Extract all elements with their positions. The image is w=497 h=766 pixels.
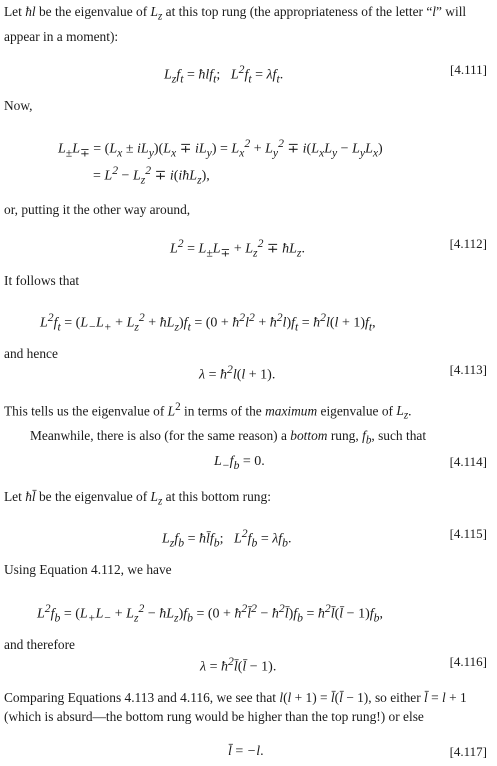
equation-number: [4.111] xyxy=(450,62,487,77)
equation-expression: $\lambda = ħ^2l(l + 1)$. xyxy=(199,363,276,383)
equation-number: [4.112] xyxy=(449,236,487,251)
paragraph: Let ħl be the eigenvalue of $L_z$ at this top rung (the appropriateness of the letter “l” will appear in a moment): xyxy=(4,4,467,44)
equation-4-112 xyxy=(0,233,497,260)
equation-expression: $L_\pm L_\mp = (L_x \pm iL_y)(L_x \mp iL_y) = L_x^2 + L_y^2 \mp i(L_xL_y - L_yL_x)$ xyxy=(58,137,383,160)
equation-expression: $L^2f_b = (L_+L_- + L_z^2$ − $ħL_z)f_b = (0$ + $ħ^2l̄^2$ − $ħ^2l̄)f_b$ = $ħ^2l̄(l̄ - 1)f_b$, xyxy=(37,602,383,625)
equation-expression: $L^2f_t = (L_-L_+ + L_z^2$ + $ħL_z)f_t = (0$ + $ħ^2l^2$ + $ħ^2l)f_t$ = $ħ^2l(l + 1)f_t$, xyxy=(40,311,376,334)
equation-expression: l̄ = −l. xyxy=(228,744,264,759)
equation-ladder-product-continued xyxy=(0,160,497,187)
paragraph: This tells us the eigenvalue of $L^2$ in terms of the maximum eigenvalue of $L_z$. Meanwhile, there is also (for the same reason) a bottom rung, $f_b$, such that xyxy=(4,401,427,447)
equation-l-squared-top xyxy=(0,307,497,334)
equation-number: [4.113] xyxy=(449,362,487,377)
paragraph: Comparing Equations 4.113 and 4.116, we see that l(l + 1) = l̄(l̄ − 1), so either l̄ = l + 1 (which is absurd—the bottom rung would be higher than the top rung!) or else xyxy=(4,690,467,724)
paragraph: or, putting it the other way around, xyxy=(4,202,191,217)
equation-4-111 xyxy=(0,59,497,86)
equation-4-116 xyxy=(0,651,497,673)
paragraph: Let ħl̄ be the eigenvalue of $L_z$ at this bottom rung: xyxy=(4,489,271,508)
paragraph: and hence xyxy=(4,346,58,361)
paragraph: Using Equation 4.112, we have xyxy=(4,562,172,577)
equation-4-114 xyxy=(0,451,497,473)
equation-expression: = $L^2 - L_z^2$ ∓ i(iħL$_z$), xyxy=(93,164,210,187)
equation-number: [4.116] xyxy=(449,654,487,669)
equation-number: [4.117] xyxy=(449,744,487,759)
equation-expression: $L^2 = L_\pm L_\mp + L_z^2$ ∓ $ħL_z$. xyxy=(170,237,305,260)
equation-expression: $L_zf_b$ = $ħl̄f_b$; $L^2f_b = \lambda f_b$. xyxy=(162,527,292,550)
equation-l-squared-bottom xyxy=(0,598,497,625)
paragraph: Now, xyxy=(4,98,33,113)
equation-4-113 xyxy=(0,359,497,381)
equation-expression: $\lambda = ħ^2l̄(l̄ - 1)$. xyxy=(200,655,277,675)
equation-ladder-product xyxy=(0,133,497,160)
equation-expression: $L_zf_t$ = ħlf$_t$; $L^2f_t = \lambda f_t$. xyxy=(164,63,284,86)
equation-4-117 xyxy=(0,741,497,763)
equation-4-115 xyxy=(0,523,497,550)
paragraph: It follows that xyxy=(4,273,80,288)
equation-number: [4.114] xyxy=(449,454,487,469)
equation-expression: $L_-f_b = 0$. xyxy=(214,454,265,472)
paragraph: and therefore xyxy=(4,637,76,652)
equation-number: [4.115] xyxy=(449,526,487,541)
